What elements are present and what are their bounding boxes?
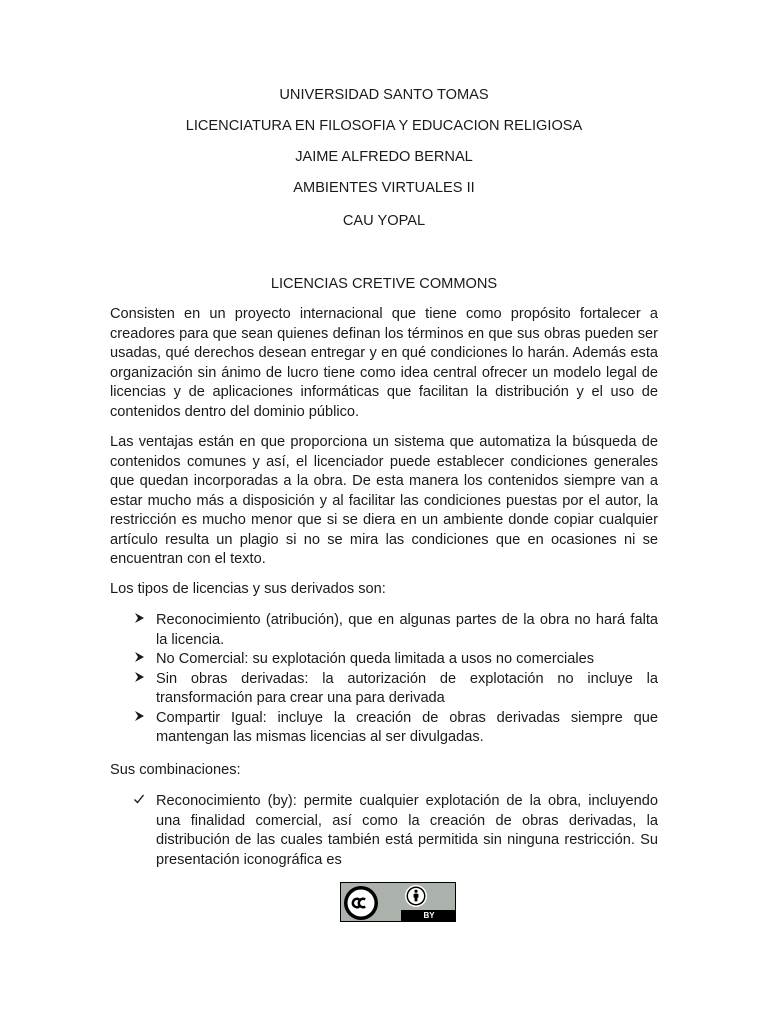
cc-by-license-badge [340,882,456,922]
header-center: CAU YOPAL [342,213,426,229]
license-type-text: Compartir Igual: incluye la creación de obras derivadas siempre que mantengan las mismas licencias al ser divulgadas. [156,709,658,745]
checkmark-bullet-icon [133,792,147,812]
list-item [110,792,658,870]
arrowhead-bullet-icon [134,650,148,670]
types-intro: Los tipos de licencias y sus derivados son: [110,581,386,597]
list-item [110,709,658,748]
combinations-list [110,792,658,870]
badge-by-text: BY [423,911,435,920]
combinations-intro: Sus combinaciones: [110,762,241,778]
list-item [110,650,658,670]
header-program: LICENCIATURA EN FILOSOFIA Y EDUCACION RELIGIOSA [185,118,583,134]
license-types-list [110,611,658,748]
arrowhead-bullet-icon [134,670,148,690]
header-course: AMBIENTES VIRTUALES II [293,180,475,196]
paragraph-definition: Consisten en un proyecto internacional que tiene como propósito fortalecer a creadores para que sean quienes definan los términos en que sus obras pueden ser usadas, qué derechos desean entregar y en qué condiciones lo harán. Además esta organización sin ánimo de lucro tiene como idea central ofrecer un modelo legal de licencias y de aplicaciones informáticas que facilitan la distribución y el uso de contenidos dentro del dominio público. [110,306,658,420]
header-author: JAIME ALFREDO BERNAL [295,149,473,165]
license-type-text: Sin obras derivadas: la autorización de explotación no incluye la transformación para crear una para derivada [156,670,658,706]
paragraph-advantages: Las ventajas están en que proporciona un sistema que automatiza la búsqueda de contenidos comunes y así, el licenciador puede establecer condiciones generales que quedan incorporadas a la obra. De esta manera los contenidos siempre van a estar mucho más a disposición y al facilitar las condiciones puestas por el autor, la restricción es mucho menor que si se diera en un ambiente donde copiar cualquier artículo resulta un plagio si no se mira las condiciones que en ocasiones ni se encuentran con el texto. [110,434,658,567]
document-title: LICENCIAS CRETIVE COMMONS [270,276,498,292]
list-item [110,611,658,650]
arrowhead-bullet-icon [134,709,148,729]
header-university: UNIVERSIDAD SANTO TOMAS [279,87,489,103]
attribution-person-icon [405,885,427,907]
license-type-text: No Comercial: su explotación queda limitada a usos no comerciales [156,651,595,667]
license-type-text: Reconocimiento (atribución), que en algunas partes de la obra no hará falta la licencia. [156,612,658,648]
list-item [110,670,658,709]
combination-text: Reconocimiento (by): permite cualquier explotación de la obra, incluyendo una finalidad comercial, así como la creación de obras derivadas, la distribución de las cuales también está permitida sin ninguna restricción. Su presentación iconográfica es [156,793,658,868]
arrowhead-bullet-icon [134,611,148,631]
